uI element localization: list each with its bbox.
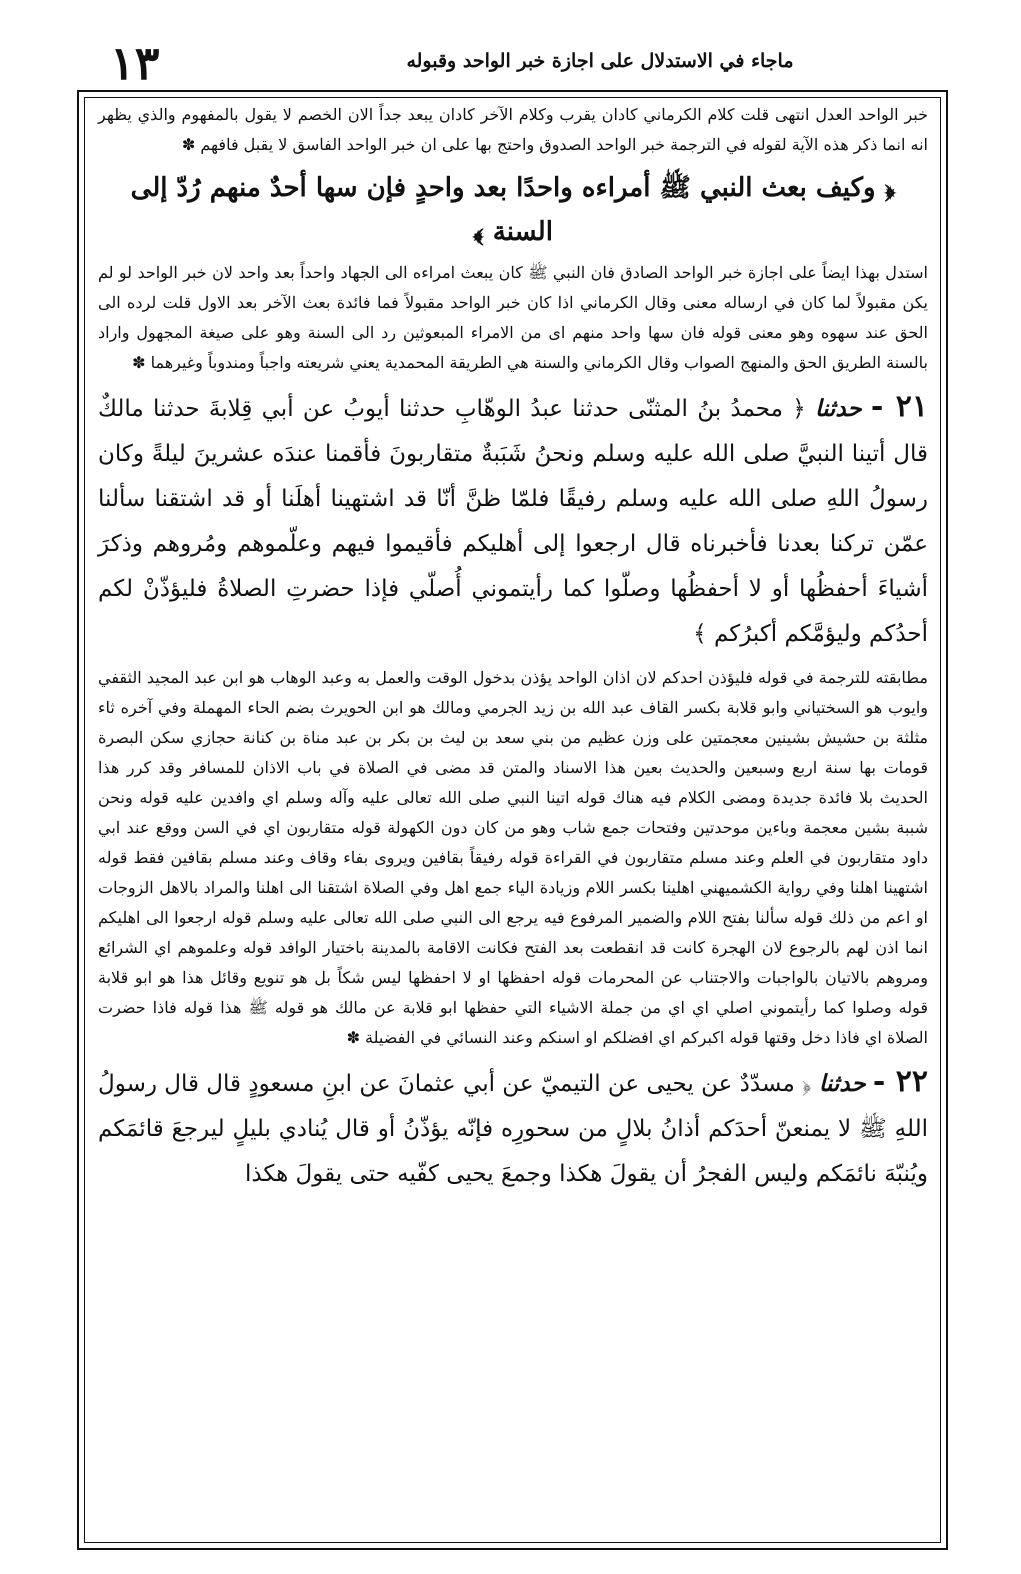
running-title: ماجاء في الاستدلال على اجازة خبر الواحد وقبوله <box>406 50 794 72</box>
hadith-number: ٢٢ - <box>872 1064 928 1099</box>
hadith-text: ﴿ مسدّدٌ عن يحيى عن التيميّ عن أبي عثمانَ عن ابنِ مسعودٍ قال قال رسولُ اللهِ ﷺ لا يمنعنّ أحدَكم أذانُ بلالٍ من سحورِه فإنّه يؤذّنُ أو قال يُنادي بليلٍ ليرجعَ قائمَكم ويُنبّهَ نائمَكم وليس الفجرُ أن يقولَ هكذا وجمعَ يحيى كفّيه حتى يقولَ هكذا <box>98 1071 928 1187</box>
commentary-paragraph: استدل بهذا ايضاً على اجازة خبر الواحد الصادق فان النبي ﷺ كان يبعث امراءه الى الجهاد واحداً بعد واحد لان خبر الواحد لو لم يكن مقبولاً لما كان في ارساله معنى وقال الكرماني اذا كان خبر الواحد مقبولاً فما فائدة بعث الآخر بعد الاول قلت لرده الى الحق عند سهوه وهو معنى قوله فان سها واحد منهم اى من الامراء المبعوثين رد الى السنة وهو على صيغة المجهول واراد بالسنة الطريق الحق والمنهج الصواب وقال الكرماني والسنة هي الطريقة المحمدية يعني شريعته واجباً ومندوباً وغيرهما ✽ <box>98 263 929 372</box>
hadith-21 <box>98 384 928 657</box>
hadith-marker: حدثنا <box>818 1070 866 1097</box>
page-header <box>70 38 970 88</box>
commentary-paragraph: مطابقته للترجمة في قوله فليؤذن احدكم لان اذان الواحد يؤذن بدخول الوقت والعمل به وعبد الوهاب هو ابن عبد المجيد الثقفي وايوب هو السختياني وابو قلابة بكسر القاف عبد الله بن زيد الجرمي ومالك هو ابن الحويرث بضم الحاء المهملة وفي آخره ثاء مثلثة بن حشيش بشينين معجمتين على وزن عظيم من بني سعد بن ليث بن بكر بن عبد مناة بن كنانة حجازي سكن البصرة قومات بها سنة اربع وسبعين والحديث بعين هذا الاسناد والمتن قد مضى في الصلاة في باب الاذان للمسافر وقد كرر هذا الحديث بلا فائدة جديدة ومضى الكلام فيه هناك قوله اتينا النبي صلى الله تعالى عليه وآله وسلم اي وافدين عليه قوله ونحن شببة بشين معجمة وباءين موحدتين وفتحات جمع شاب وهو من كان دون الكهولة قوله متقاربون اي في السن ووقع عند ابي داود متقاربون في العلم وعند مسلم متقاربون في القراءة قوله رفيقاً بقافين ويروى بفاء وقاف وعند مسلم بقافين فقط قوله اشتهينا اهلنا وفي رواية الكشميهني اهلينا بكسر اللام وزيادة الياء جمع اهل وفي الصلاة اشتقنا الى اهلنا والمراد بالاهل الزوجات او اعم من ذلك قوله سألنا بفتح اللام والضمير المرفوع فيه يرجع الى النبي صلى الله تعالى عليه وسلم قوله ارجعوا الى اهليكم انما اذن لهم بالرجوع لان الهجرة كانت قد انقطعت بعد الفتح فكانت الاقامة بالمدينة باختيار الوافد قوله وعلموهم اي الشرائع ومروهم بالاتيان بالواجبات والاجتناب عن المحرمات قوله احفظها او لا احفظها ليس شكاً بل هو تنويع وقائل هذا هو ابو قلابة قوله وصلوا كما رأيتموني اصلي اي اي من جملة الاشياء التي حفظها ابو قلابة عن مالك هو قوله ﷺ هذا قوله فاذا حضرت الصلاة اي فاذا دخل وقتها قوله اكبركم اي افضلكم او اسنكم وعند النسائي في الفضيلة ✽ <box>98 668 929 1047</box>
commentary-paragraph: خبر الواحد العدل انتهى قلت كلام الكرماني كادان يقرب وكلام الآخر كادان يبعد جداً الان الخصم لا يقول بالمفهوم والذي يظهر انه انما ذكر هذه الآية لقوله في الترجمة خبر الواحد الصدوق واحتج بها على ان خبر الواحد الفاسق لا يقبل فافهم ✽ <box>98 105 928 154</box>
hadith-marker: حدثنا <box>814 395 862 422</box>
hadith-number: ٢١ - <box>870 389 928 424</box>
page-number: ١٣ <box>110 36 160 90</box>
chapter-heading: ﴿ وكيف بعث النبي ﷺ أمراءه واحدًا بعد واحدٍ فإن سها أحدٌ منهم رُدّ إلى السنة ﴾ <box>130 173 896 247</box>
page-content <box>98 100 928 1203</box>
hadith-22 <box>98 1059 928 1197</box>
hadith-text: ﴿ محمدُ بنُ المثنّى حدثنا عبدُ الوهّابِ حدثنا أيوبُ عن أبي قِلابةَ حدثنا مالكٌ قال أتينا النبيَّ صلى الله عليه وسلم ونحنُ شَبَبةٌ متقاربونَ فأقمنا عندَه عشرينَ ليلةً وكان رسولُ اللهِ صلى الله عليه وسلم رفيقًا فلمّا ظنَّ أنّا قد اشتهينا أهلَنا أو قد اشتقنا سألنا عمّن تركنا بعدنا فأخبرناه قال ارجعوا إلى أهليكم فأقيموا فيهم وعلّموهم ومُروهم وذكرَ أشياءَ أحفظُها أو لا أحفظُها وصلّوا كما رأيتموني أُصلّي فإذا حضرتِ الصلاةُ فليؤذّنْ لكم أحدُكم وليؤمَّكم أكبرُكم ﴾ <box>98 396 928 647</box>
